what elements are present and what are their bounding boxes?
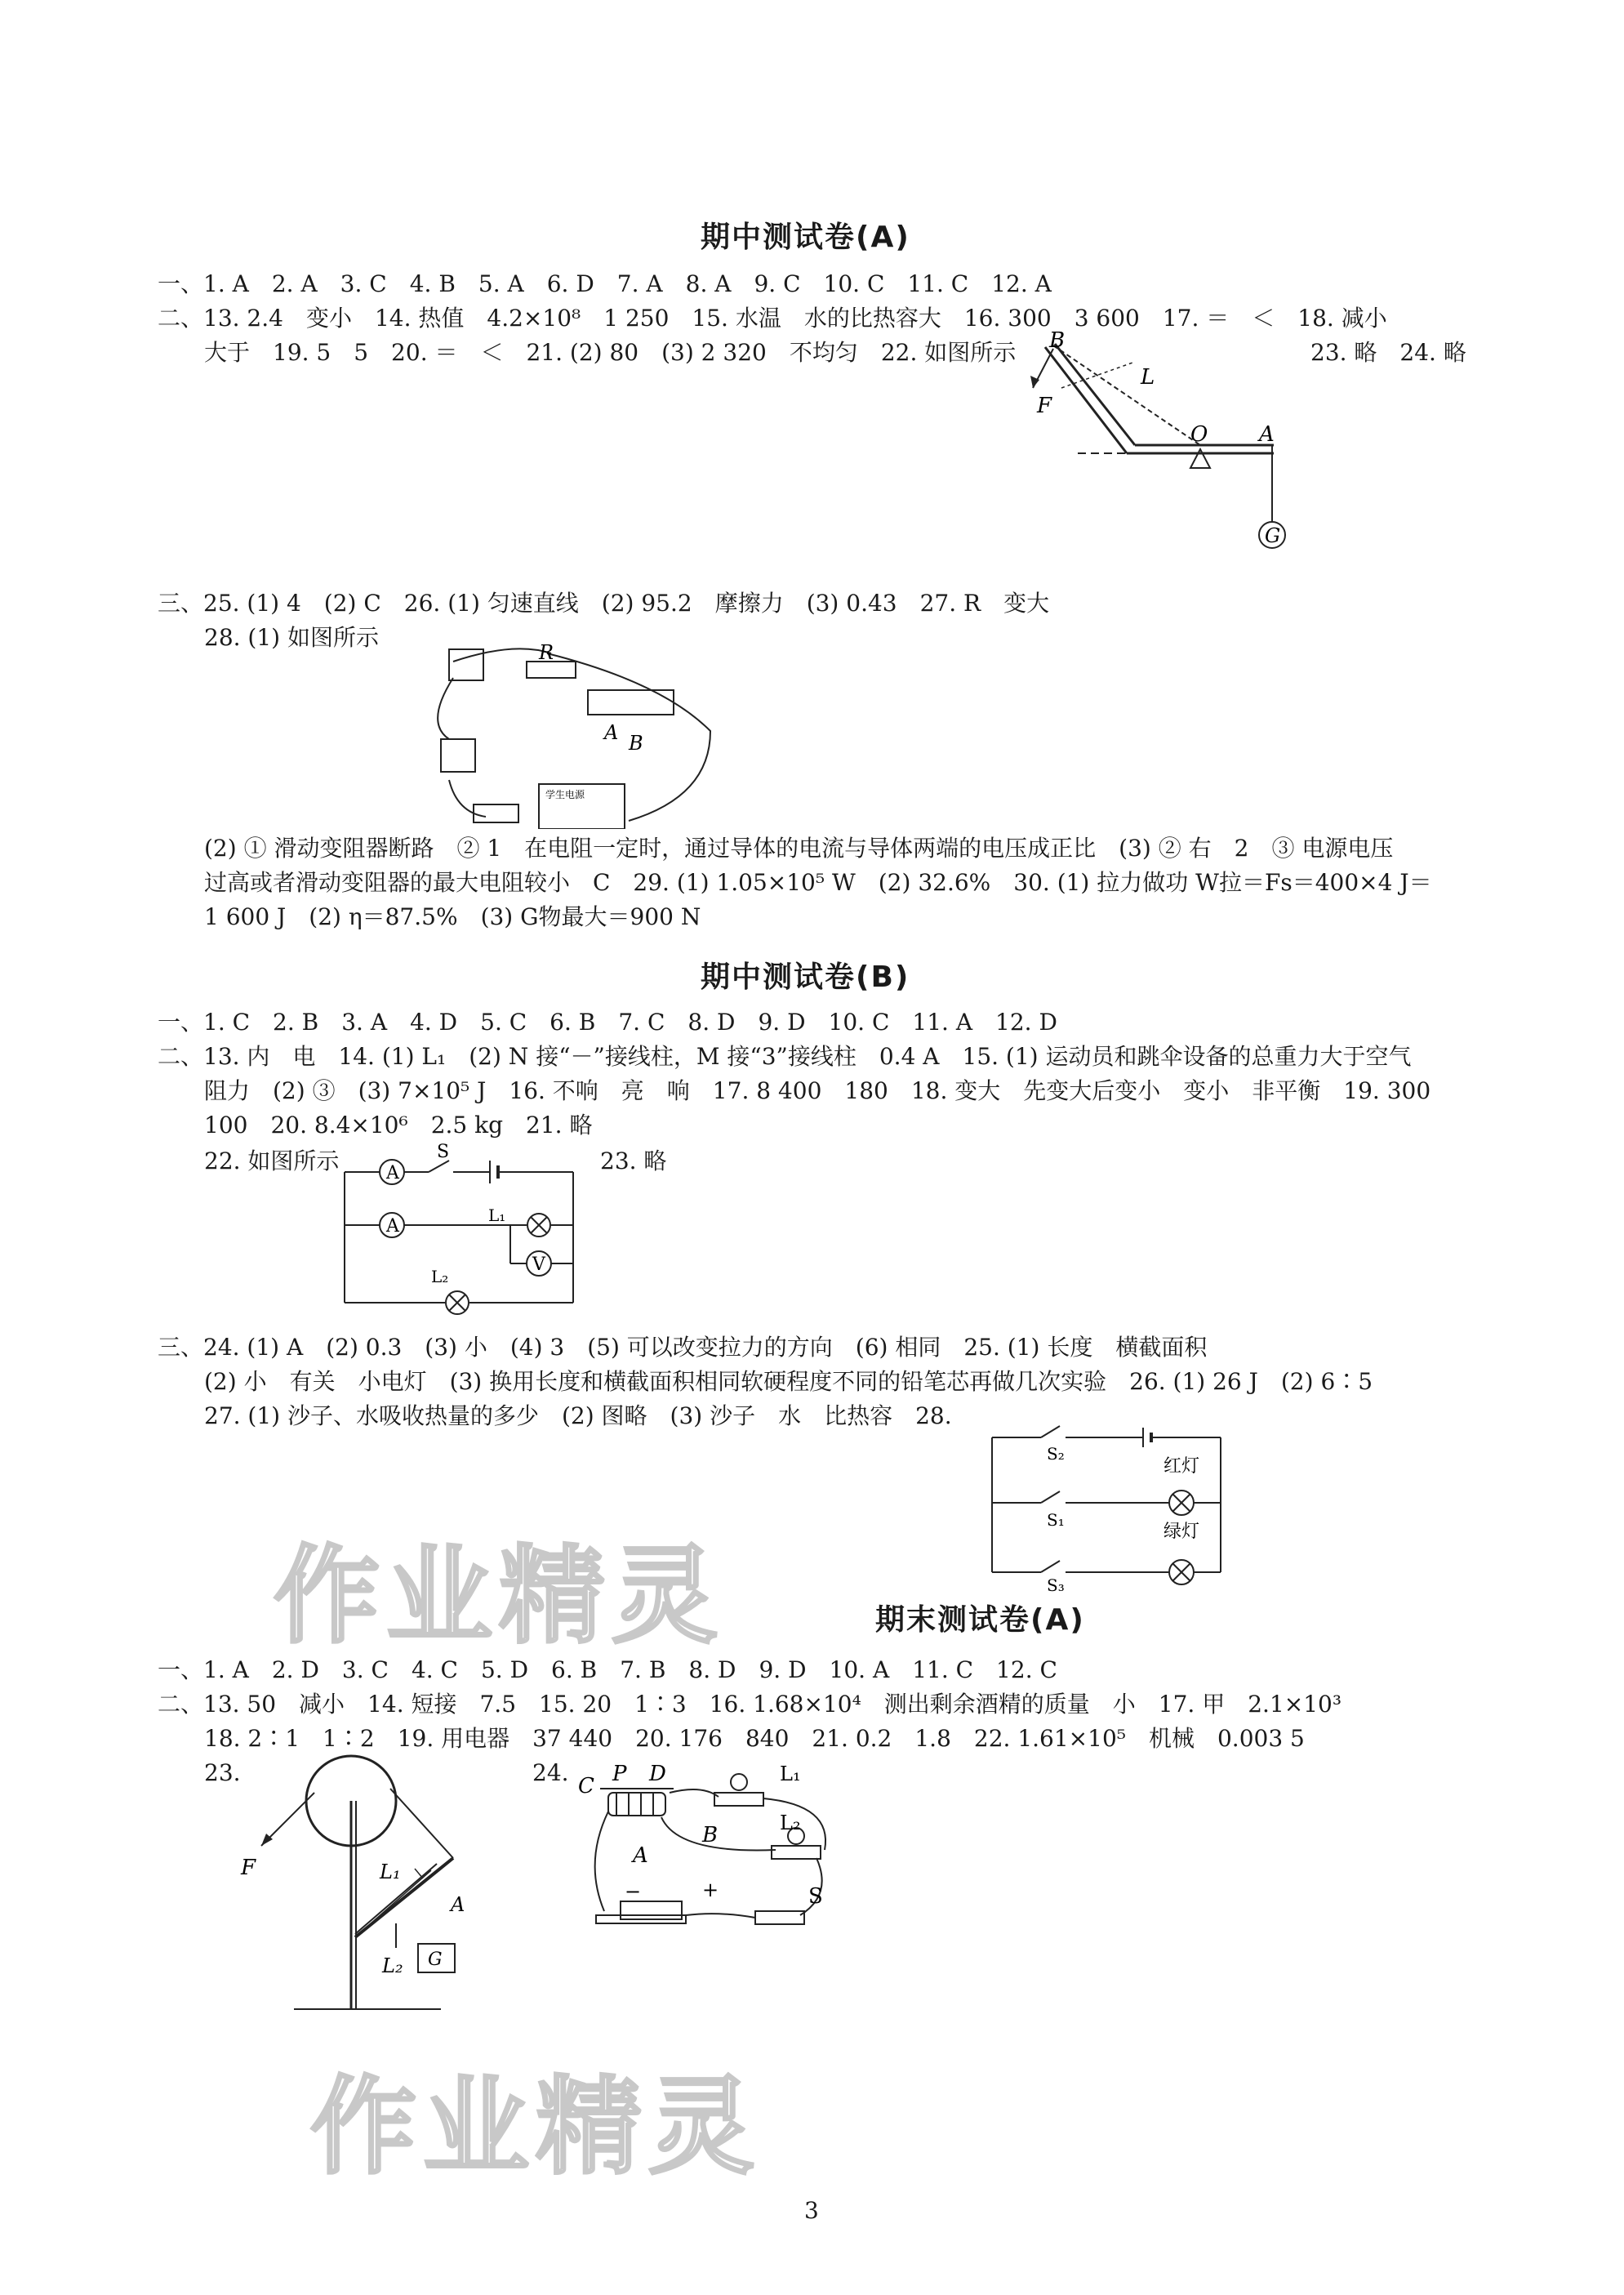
pulley-lever-diagram: [237, 1748, 465, 2017]
answer-line: 二、13. 2.4 变小 14. 热值 4.2×10⁸ 1 250 15. 水温 水的比热容大 16. 300 3 600 17. ＝ ＜ 18. 减小: [158, 305, 1387, 332]
label-minus: −: [625, 1880, 642, 1903]
ammeter-a2: A: [386, 1216, 399, 1237]
label-a: A: [451, 1893, 465, 1916]
rheostat-circuit-diagram: [572, 1748, 849, 1944]
label-s: S: [437, 1142, 450, 1162]
answer-line: 过高或者滑动变阻器的最大电阻较小 C 29. (1) 1.05×10⁵ W (2) 32.6% 30. (1) 拉力做功 W拉＝Fs＝400×4 J＝: [204, 869, 1432, 896]
answer-line: 1 600 J (2) η＝87.5% (3) G物最大＝900 N: [204, 903, 701, 930]
label-f: F: [241, 1856, 256, 1880]
ammeter-a1: A: [386, 1163, 399, 1183]
answer-line: 100 20. 8.4×10⁶ 2.5 kg 21. 略: [204, 1112, 593, 1139]
answer-line: 27. (1) 沙子、水吸收热量的多少 (2) 图略 (3) 沙子 水 比热容 28.: [204, 1402, 952, 1429]
answer-line: (2) ① 滑动变阻器断路 ② 1 在电阻一定时，通过导体的电流与导体两端的电压成正比 (3) ② 右 2 ③ 电源电压: [204, 835, 1394, 862]
label-r: R: [539, 641, 554, 664]
label-red-light: 红灯: [1163, 1456, 1200, 1477]
label-o: O: [1190, 422, 1208, 447]
answer-line: 22. 如图所示: [204, 1148, 340, 1174]
label-l2: L₂: [780, 1811, 801, 1834]
label-f: F: [1037, 394, 1052, 418]
page-number: 3: [804, 2197, 819, 2224]
answer-line: 一、1. A 2. A 3. C 4. B 5. A 6. D 7. A 8. A 9. C 10. C 11. C 12. A: [158, 270, 1052, 297]
answer-line: 23. 略: [600, 1148, 667, 1174]
answer-line: 大于 19. 5 5 20. ＝ ＜ 21. (2) 80 (3) 2 320 不均匀 22. 如图所示: [204, 339, 1017, 366]
traffic-light-circuit: [980, 1413, 1241, 1593]
watermark-logo: 作业精灵: [310, 2065, 762, 2189]
label-b: B: [1049, 331, 1066, 353]
answer-line: 三、25. (1) 4 (2) C 26. (1) 匀速直线 (2) 95.2 摩擦力 (3) 0.43 27. R 变大: [158, 590, 1050, 617]
answer-line: 二、13. 内 电 14. (1) L₁ (2) N 接“－”接线柱，M 接“3”接线柱 0.4 A 15. (1) 运动员和跳伞设备的总重力大于空气: [158, 1043, 1412, 1070]
answer-line: 三、24. (1) A (2) 0.3 (3) 小 (4) 3 (5) 可以改变拉力的方向 (6) 相同 25. (1) 长度 横截面积: [158, 1334, 1208, 1361]
label-s1: S₁: [1047, 1510, 1065, 1530]
label-d: D: [649, 1762, 666, 1786]
lever-diagram: [1012, 331, 1323, 551]
label-s3: S₃: [1047, 1575, 1065, 1593]
label-b: B: [629, 732, 643, 755]
label-a: A: [604, 721, 619, 744]
answer-line: 阻力 (2) ③ (3) 7×10⁵ J 16. 不响 亮 响 17. 8 400 180 18. 变大 先变大后变小 变小 非平衡 19. 300: [204, 1077, 1431, 1104]
section-title-mid-b: 期中测试卷(B): [701, 960, 910, 994]
label-g: G: [428, 1950, 443, 1970]
label-l2: L₂: [382, 1954, 403, 1977]
label-g: G: [1265, 524, 1281, 547]
section-title-mid-a: 期中测试卷(A): [701, 221, 910, 254]
label-l1: L₁: [780, 1762, 801, 1785]
label-power: 学生电源: [545, 789, 585, 800]
label-p: P: [612, 1762, 627, 1786]
watermark-logo: 作业精灵: [274, 1534, 725, 1658]
label-s: S: [808, 1884, 823, 1909]
label-l: L: [1141, 365, 1155, 390]
label-s2: S₂: [1047, 1444, 1065, 1464]
label-b: B: [702, 1823, 719, 1847]
label-a: A: [1259, 422, 1275, 447]
label-a: A: [633, 1843, 648, 1868]
answer-line: 24.: [532, 1759, 569, 1786]
voltmeter-v: V: [532, 1254, 545, 1275]
answer-line: 二、13. 50 减小 14. 短接 7.5 15. 20 1∶3 16. 1.68×10⁴ 测出剩余酒精的质量 小 17. 甲 2.1×10³: [158, 1691, 1342, 1718]
answer-line: 23.: [204, 1759, 241, 1786]
answer-line: 18. 2∶1 1∶2 19. 用电器 37 440 20. 176 840 21. 0.2 1.8 22. 1.61×10⁵ 机械 0.003 5: [204, 1725, 1305, 1752]
circuit-diagram: [335, 1139, 580, 1315]
label-l1: L₁: [380, 1861, 401, 1883]
section-title-final-a: 期末测试卷(A): [875, 1603, 1085, 1637]
answer-line: (2) 小 有关 小电灯 (3) 换用长度和横截面积相同软硬程度不同的铅笔芯再做几次实验 26. (1) 26 J (2) 6∶5: [204, 1368, 1373, 1395]
label-green-light: 绿灯: [1163, 1522, 1200, 1542]
answer-line: 23. 略 24. 略: [1310, 339, 1466, 366]
label-l2: L₂: [431, 1267, 449, 1286]
answer-line: 一、1. A 2. D 3. C 4. C 5. D 6. B 7. B 8. D 9. D 10. A 11. C 12. C: [158, 1656, 1057, 1683]
circuit-photo-diagram: [416, 617, 727, 829]
label-c: C: [578, 1774, 594, 1798]
label-plus: +: [702, 1878, 719, 1901]
answer-line: 28. (1) 如图所示: [204, 624, 379, 651]
answer-line: 一、1. C 2. B 3. A 4. D 5. C 6. B 7. C 8. D 9. D 10. C 11. A 12. D: [158, 1009, 1057, 1036]
label-l1: L₁: [488, 1205, 506, 1225]
